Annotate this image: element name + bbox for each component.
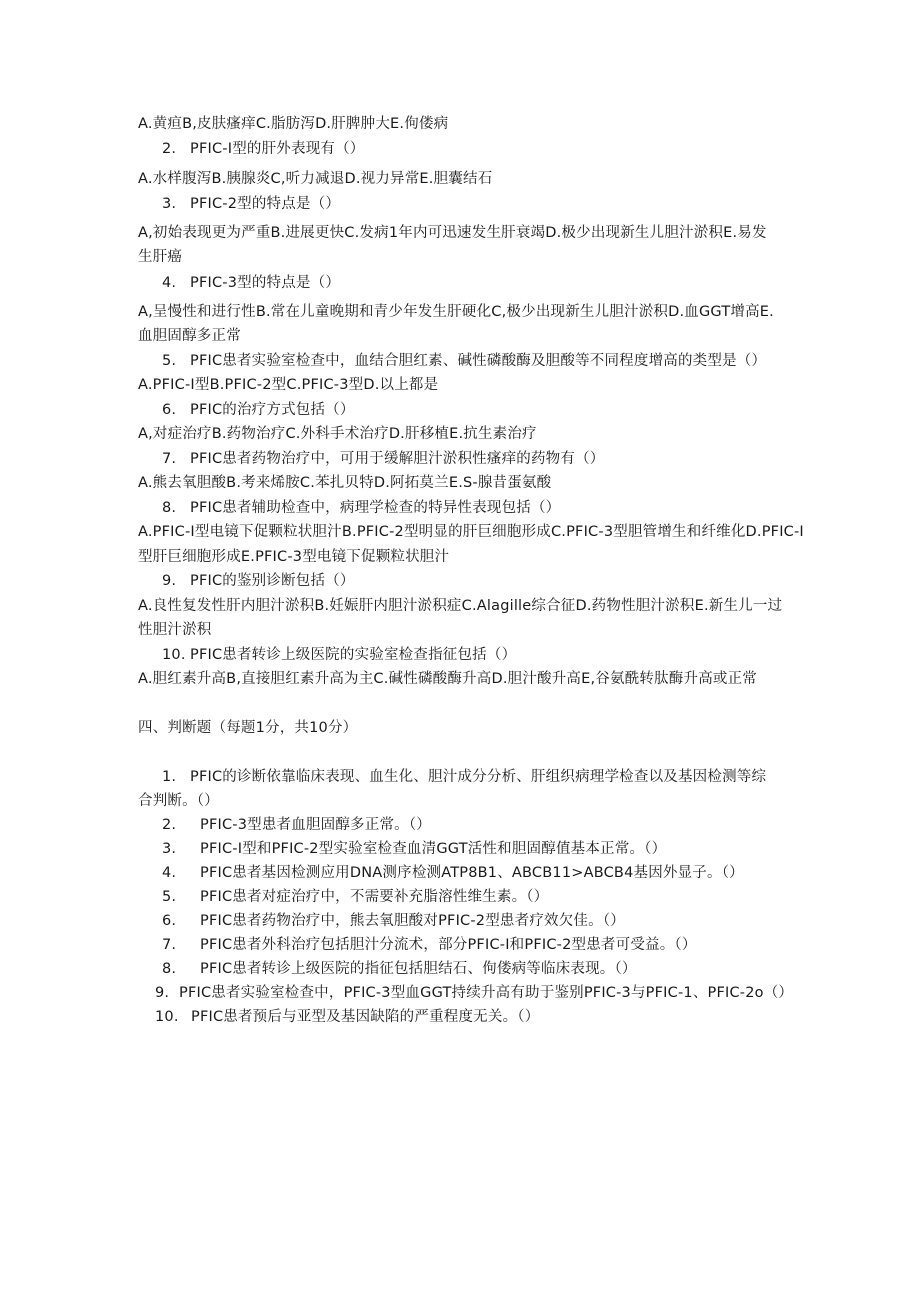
answer-options: A,呈慢性和进行性B.常在儿童晚期和青少年发生肝硬化C,极少出现新生儿胆汁淤积D.血GGT增高E.	[138, 304, 774, 320]
judge-number: 9.	[155, 985, 170, 1001]
judge-item	[162, 837, 666, 861]
judge-number: 10.	[155, 1009, 179, 1025]
answer-options: A.水样腹泻B.胰腺炎C,听力减退D.视力异常E.胆囊结石	[138, 171, 493, 187]
judge-item-cont: 合判断。（）	[138, 793, 219, 809]
answer-options: A.良性复发性肝内胆汁淤积B.妊娠肝内胆汁淤积症C.Alagille综合征D.药物性胆汁淤积E.新生儿一过	[138, 598, 783, 614]
judge-number: 8.	[162, 961, 177, 977]
judge-text: PFIC患者对症治疗中，不需要补充脂溶性维生素。（）	[200, 889, 549, 905]
question	[162, 192, 340, 216]
question-number: 5.	[162, 353, 177, 369]
answer-options: A.PFIC-I型B.PFIC-2型C.PFIC-3型D.以上都是	[138, 377, 439, 393]
judge-text: PFIC患者预后与亚型及基因缺陷的严重程度无关。（）	[191, 1009, 540, 1025]
judge-number: 3.	[162, 841, 177, 857]
question	[162, 398, 355, 422]
judge-text: PFIC患者药物治疗中，熊去氧胆酸对PFIC-2型患者疗效欠佳。（）	[200, 913, 625, 929]
judge-number: 6.	[162, 913, 177, 929]
answer-options: A.胆红素升高B,直接胆红素升高为主C.碱性磷酸酶升高D.胆汁酸升高E,谷氨酰转肽酶升高或正常	[138, 671, 758, 687]
judge-item	[162, 957, 637, 981]
question-number: 6.	[162, 402, 177, 418]
judge-item	[162, 885, 548, 909]
question	[162, 271, 340, 295]
question	[162, 137, 365, 161]
question-number: 2.	[162, 141, 177, 157]
judge-text: PFIC患者实验室检查中，PFIC-3型血GGT持续升高有助于鉴别PFIC-3与PFIC-1、PFIC-2o（）	[179, 985, 794, 1001]
question-text: PFIC患者实验室检查中，血结合胆红素、碱性磷酸酶及胆酸等不同程度增高的类型是（）	[190, 353, 767, 369]
judge-text: PFIC患者外科治疗包括胆汁分流术，部分PFIC-I和PFIC-2型患者可受益。（）	[200, 937, 697, 953]
question-number: 8.	[162, 500, 177, 516]
judge-item	[162, 765, 766, 789]
judge-number: 7.	[162, 937, 177, 953]
judge-number: 4.	[162, 865, 177, 881]
answer-options: A,初始表现更为严重B.进展更快C.发病1年内可迅速发生肝衰竭D.极少出现新生儿胆汁淤积E.易发	[138, 225, 767, 241]
question-number: 9.	[162, 573, 177, 589]
question-text: PFIC的治疗方式包括（）	[190, 402, 355, 418]
question-text: PFIC-I型的肝外表现有（）	[190, 141, 365, 157]
question-text: PFIC的鉴别诊断包括（）	[190, 573, 355, 589]
judge-text: PFIC-3型患者血胆固醇多正常。（）	[200, 817, 431, 833]
judge-item	[162, 909, 625, 933]
question	[162, 349, 766, 373]
judge-item	[155, 1005, 539, 1029]
judge-text: PFIC患者转诊上级医院的指征包括胆结石、佝偻病等临床表现。（）	[200, 961, 637, 977]
answer-options: A.PFIC-I型电镜下促颗粒状胆汁B.PFIC-2型明显的肝巨细胞形成C.PFIC-3型胆管增生和纤维化D.PFIC-I	[138, 524, 804, 540]
question	[162, 643, 516, 667]
question-text: PFIC-2型的特点是（）	[190, 196, 341, 212]
question	[162, 496, 560, 520]
judge-number: 2.	[162, 817, 177, 833]
answer-options-cont: 性胆汁淤积	[138, 622, 212, 638]
answer-options-cont: 血胆固醇多正常	[138, 328, 241, 344]
judge-text: PFIC-I型和PFIC-2型实验室检查血清GGT活性和胆固醇值基本正常。（）	[200, 841, 667, 857]
judge-item	[155, 981, 793, 1005]
answer-options: A,对症治疗B.药物治疗C.外科手术治疗D.肝移植E.抗生素治疗	[138, 426, 537, 442]
answer-options: A.黄疸B,皮肤瘙痒C.脂肪泻D.肝脾肿大E.佝偻病	[138, 116, 449, 132]
judge-text: PFIC患者基因检测应用DNA测序检测ATP8B1、ABCB11>ABCB4基因外显子。（）	[200, 865, 744, 881]
question	[162, 447, 604, 471]
answer-options-cont: 型肝巨细胞形成E.PFIC-3型电镜下促颗粒状胆汁	[138, 549, 450, 565]
question-number: 3.	[162, 196, 177, 212]
question-text: PFIC-3型的特点是（）	[190, 275, 341, 291]
answer-options: A.熊去氧胆酸B.考来烯胺C.苯扎贝特D.阿拓莫兰E.S-腺昔蛋氨酸	[138, 475, 552, 491]
judge-item	[162, 933, 697, 957]
question-number: 10.	[162, 647, 186, 663]
judge-number: 1.	[162, 769, 177, 785]
section-heading: 四、判断题（每题1分，共10分）	[138, 720, 358, 736]
question-number: 4.	[162, 275, 177, 291]
question	[162, 569, 355, 593]
question-text: PFIC患者辅助检查中，病理学检查的特异性表现包括（）	[190, 500, 561, 516]
question-number: 7.	[162, 451, 177, 467]
judge-text: PFIC的诊断依靠临床表现、血生化、胆汁成分分析、肝组织病理学检查以及基因检测等综	[190, 769, 767, 785]
judge-item	[162, 861, 744, 885]
judge-number: 5.	[162, 889, 177, 905]
question-text: PFIC患者药物治疗中，可用于缓解胆汁淤积性瘙痒的药物有（）	[190, 451, 605, 467]
answer-options-cont: 生肝癌	[138, 249, 183, 265]
judge-item	[162, 813, 431, 837]
question-text: PFIC患者转诊上级医院的实验室检查指征包括（）	[190, 647, 517, 663]
